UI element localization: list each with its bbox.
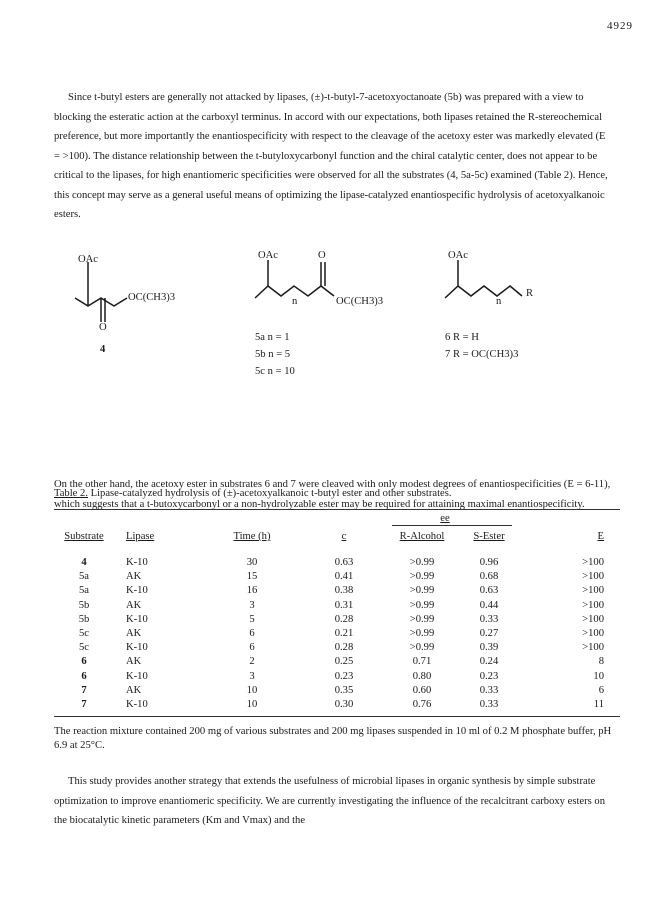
cell-substrate: 5a (79, 571, 89, 583)
cell-e: >100 (582, 557, 604, 568)
cell-s-ester: 0.63 (479, 585, 499, 597)
cell-lipase: AK (126, 684, 142, 696)
cell-substrate: 4 (81, 557, 87, 568)
cell-r-alcohol: 0.76 (412, 699, 432, 710)
cell-e: >100 (582, 585, 604, 597)
table-caption (54, 488, 452, 499)
cell-time: 2 (249, 656, 255, 668)
ee-underline (392, 525, 512, 526)
cell-r-alcohol: 0.60 (412, 684, 432, 696)
structure-6-oac: OAc (448, 250, 469, 261)
cell-e: 6 (598, 684, 604, 696)
cell-lipase: K-10 (126, 642, 148, 654)
structure-5-oac: OAc (258, 250, 279, 261)
cell-e: >100 (582, 642, 604, 654)
cell-substrate: 5b (78, 599, 90, 611)
cell-c: 0.41 (334, 571, 354, 583)
paragraph-intro: Since t-butyl esters are generally not attacked by lipases, (±)-t-butyl-7-acetoxyoctanoate (5b) was prepared with a view to blocking the esteratic action at the carboxyl terminus. In accord with our expectations, both lipases retained the R-stereochemical preference, but more importantly the enantiospecificity with respect to the cleavage of the acetoxy ester was markedly elevated (E = >100). The distance relationship between the t-butyloxycarbonyl function and the chiral catalytic center, does not appear to be critical to the lipases, for high enantiomeric specificities were observed for all the substrates (4, 5a-5c) examined (Table 2). Hence, this concept may serve as a general useful means of optimizing the lipase-catalyzed enantiospecific hydrolysis of acetoxyalkanoic esters. (54, 92, 608, 220)
cell-lipase: K-10 (126, 613, 148, 625)
cell-r-alcohol: >0.99 (409, 585, 435, 597)
cell-time: 3 (249, 599, 255, 611)
cell-c: 0.31 (334, 599, 354, 611)
cell-r-alcohol: >0.99 (409, 571, 435, 583)
cell-s-ester: 0.44 (479, 599, 499, 611)
cell-e: 11 (593, 699, 604, 710)
cell-e: 8 (598, 656, 604, 668)
table-header-substrate: Substrate (64, 531, 104, 542)
structure-4-oac: OAc (78, 254, 99, 265)
cell-substrate: 5b (78, 613, 90, 625)
cell-e: >100 (582, 613, 604, 625)
structure-5-group: OC(CH3)3 (336, 296, 384, 307)
cell-c: 0.63 (334, 557, 354, 568)
structure-5-o: O (318, 250, 326, 261)
structure-4-label: 4 (100, 344, 106, 355)
chemical-structures (50, 248, 610, 377)
cell-r-alcohol: >0.99 (409, 557, 435, 568)
cell-r-alcohol: >0.99 (409, 642, 435, 654)
cell-e: >100 (582, 628, 604, 639)
structure-4-o: O (99, 322, 107, 333)
cell-lipase: AK (126, 656, 142, 668)
structure-5a-label: 5a n = 1 (255, 332, 290, 343)
cell-time: 5 (249, 613, 255, 625)
cell-r-alcohol: >0.99 (409, 628, 435, 639)
cell-c: 0.25 (334, 656, 354, 668)
structure-4-group: OC(CH3)3 (128, 292, 176, 303)
cell-c: 0.28 (334, 613, 354, 625)
structure-6-label: 6 R = H (445, 332, 479, 343)
table-footnote: The reaction mixture contained 200 mg of various substrates and 200 mg lipases suspended in 10 ml of 0.2 M phosphate buffer, pH 6.9 at 25°C. (54, 726, 612, 751)
cell-s-ester: 0.33 (479, 684, 499, 696)
table-header-lipase: Lipase (126, 531, 155, 542)
table-header-s-ester: S-Ester (473, 531, 505, 542)
cell-c: 0.35 (334, 684, 354, 696)
cell-r-alcohol: 0.80 (412, 670, 432, 682)
structure-6-n: n (496, 296, 502, 307)
table-header-e: E (597, 531, 604, 542)
cell-lipase: AK (126, 599, 142, 611)
paragraph-substrates: On the other hand, the acetoxy ester in substrates 6 and 7 were cleaved with only modest degrees of enantiospecificities (E = 6-11), which suggests that a t-butoxycarbonyl or a non-hydrolyzable ester may be required for attaining maximal enantiospecificity. (54, 479, 611, 510)
cell-lipase: AK (126, 571, 142, 583)
structure-6-r: R (526, 288, 534, 299)
cell-e: 10 (593, 670, 604, 682)
cell-time: 30 (246, 557, 258, 568)
cell-substrate: 6 (81, 656, 87, 668)
cell-lipase: K-10 (126, 670, 148, 682)
cell-c: 0.38 (334, 585, 354, 597)
cell-substrate: 5c (79, 628, 89, 639)
cell-s-ester: 0.23 (479, 670, 499, 682)
cell-s-ester: 0.33 (479, 699, 499, 710)
cell-substrate: 7 (81, 684, 87, 696)
cell-e: >100 (582, 599, 604, 611)
page-number: 4929 (607, 20, 633, 32)
cell-r-alcohol: 0.71 (412, 656, 432, 668)
cell-time: 3 (249, 670, 255, 682)
cell-time: 16 (246, 585, 258, 597)
cell-time: 6 (249, 642, 255, 654)
cell-time: 6 (249, 628, 255, 639)
cell-lipase: AK (126, 628, 142, 639)
cell-substrate: 6 (81, 670, 87, 682)
cell-time: 10 (246, 684, 258, 696)
structure-5-n: n (292, 296, 298, 307)
cell-s-ester: 0.24 (479, 656, 499, 668)
results-table (54, 509, 620, 717)
cell-s-ester: 0.33 (479, 613, 499, 625)
cell-s-ester: 0.27 (479, 628, 499, 639)
table-ee-header: ee (440, 513, 450, 524)
cell-r-alcohol: >0.99 (409, 613, 435, 625)
table-caption-label: Table 2. (54, 488, 88, 499)
structure-5b-label: 5b n = 5 (255, 349, 291, 360)
structure-4-drawing (50, 248, 610, 368)
table-header-time: Time (h) (233, 531, 271, 542)
paragraph-conclusion: This study provides another strategy that extends the usefulness of microbial lipases in organic synthesis by simple substrate optimization to improve enantiomeric specificity. We are currently investigating the influence of the recalcitrant carboxy esters on the biocatalytic kinetic parameters (Km and Vmax) and the (54, 776, 605, 826)
cell-s-ester: 0.68 (479, 571, 499, 583)
structure-7-label: 7 R = OC(CH3)3 (445, 349, 519, 360)
table-bottom-rule (54, 716, 620, 717)
table-caption-text: Lipase-catalyzed hydrolysis of (±)-acetoxyalkanoic t-butyl ester and other substrates. (90, 488, 452, 499)
structure-5c-label: 5c n = 10 (255, 366, 295, 377)
table-header-r-alcohol: R-Alcohol (399, 531, 445, 542)
cell-lipase: K-10 (126, 557, 148, 568)
table-header-c: c (341, 531, 347, 542)
cell-time: 10 (246, 699, 258, 710)
table-top-rule (54, 509, 620, 510)
cell-substrate: 7 (81, 699, 87, 710)
cell-e: >100 (582, 571, 604, 583)
cell-c: 0.23 (334, 670, 354, 682)
cell-c: 0.21 (334, 628, 354, 639)
cell-lipase: K-10 (126, 699, 148, 710)
cell-substrate: 5a (79, 585, 89, 597)
cell-s-ester: 0.96 (479, 557, 499, 568)
cell-lipase: K-10 (126, 585, 148, 597)
cell-r-alcohol: >0.99 (409, 599, 435, 611)
cell-s-ester: 0.39 (479, 642, 499, 654)
cell-c: 0.28 (334, 642, 354, 654)
cell-substrate: 5c (79, 642, 89, 654)
cell-c: 0.30 (334, 699, 354, 710)
cell-time: 15 (246, 571, 258, 583)
